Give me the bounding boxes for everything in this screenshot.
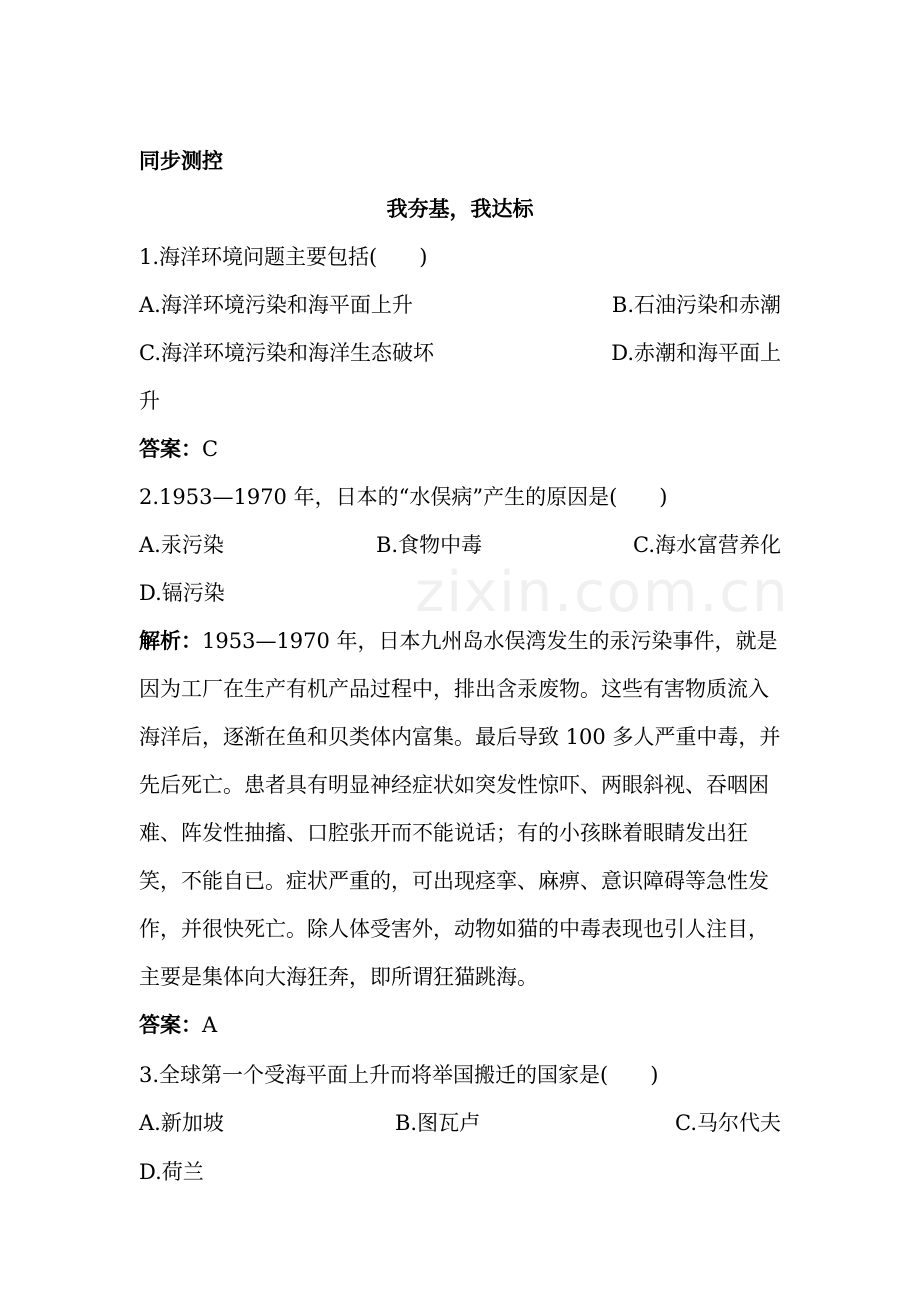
question-2-option-a: A.汞污染 xyxy=(139,533,224,557)
analysis-label: 解析： xyxy=(139,629,202,653)
answer-value: C xyxy=(202,437,219,461)
question-1-answer xyxy=(139,434,781,464)
question-3-option-d: D.荷兰 xyxy=(139,1160,204,1184)
question-2-stem: 2.1953—1970 年，日本的“水俣病”产生的原因是( ) xyxy=(139,485,668,509)
watermark: zixin.com.cn xyxy=(415,560,790,625)
question-3-option-c: C.马尔代夫 xyxy=(675,1111,781,1135)
question-1-option-c: C.海洋环境污染和海洋生态破坏 xyxy=(139,341,434,365)
question-3-option-b: B.图瓦卢 xyxy=(395,1111,481,1135)
answer-label: 答案： xyxy=(139,437,202,461)
analysis-text: 1953—1970 年，日本九州岛水俣湾发生的汞污染事件，就是因为工厂在生产有机产品过程中，排出含汞废物。这些有害物质流入海洋后，逐渐在鱼和贝类体内富集。最后导致 100 多人严重中毒，并先后死亡。患者具有明显神经症状如突发性惊吓、两眼斜视、吞咽困难、阵发性抽搐、口腔张开而不能说话；有的小孩眯着眼睛发出狂笑，不能自已。症状严重的，可出现痉挛、麻痹、意识障碍等急性发作，并很快死亡。除人体受害外，动物如猫的中毒表现也引人注目，主要是集体向大海狂奔，即所谓狂猫跳海。 xyxy=(139,629,781,989)
subtitle: 我夯基，我达标 xyxy=(386,197,534,221)
question-2-option-c: C.海水富营养化 xyxy=(633,533,781,557)
question-2-option-b: B.食物中毒 xyxy=(376,533,483,557)
question-1-options-row-2 xyxy=(139,338,781,368)
answer-label: 答案： xyxy=(139,1013,202,1037)
section-title: 同步测控 xyxy=(139,149,223,173)
question-1-option-d: D.赤潮和海平面上 xyxy=(611,341,781,365)
question-3-option-a: A.新加坡 xyxy=(139,1111,224,1135)
question-3-stem: 3.全球第一个受海平面上升而将举国搬迁的国家是( ) xyxy=(139,1063,659,1087)
question-1-option-a: A.海洋环境污染和海平面上升 xyxy=(139,293,413,317)
question-1-option-b: B.石油污染和赤潮 xyxy=(611,293,781,317)
question-1-option-d-continued: 升 xyxy=(139,389,160,413)
question-2-answer xyxy=(139,1010,781,1040)
question-1-options-row-1 xyxy=(139,290,781,320)
question-1-stem: 1.海洋环境问题主要包括( ) xyxy=(139,245,428,269)
question-2-option-d: D.镉污染 xyxy=(139,581,225,605)
answer-value: A xyxy=(202,1013,218,1037)
question-2-analysis xyxy=(139,617,781,1001)
